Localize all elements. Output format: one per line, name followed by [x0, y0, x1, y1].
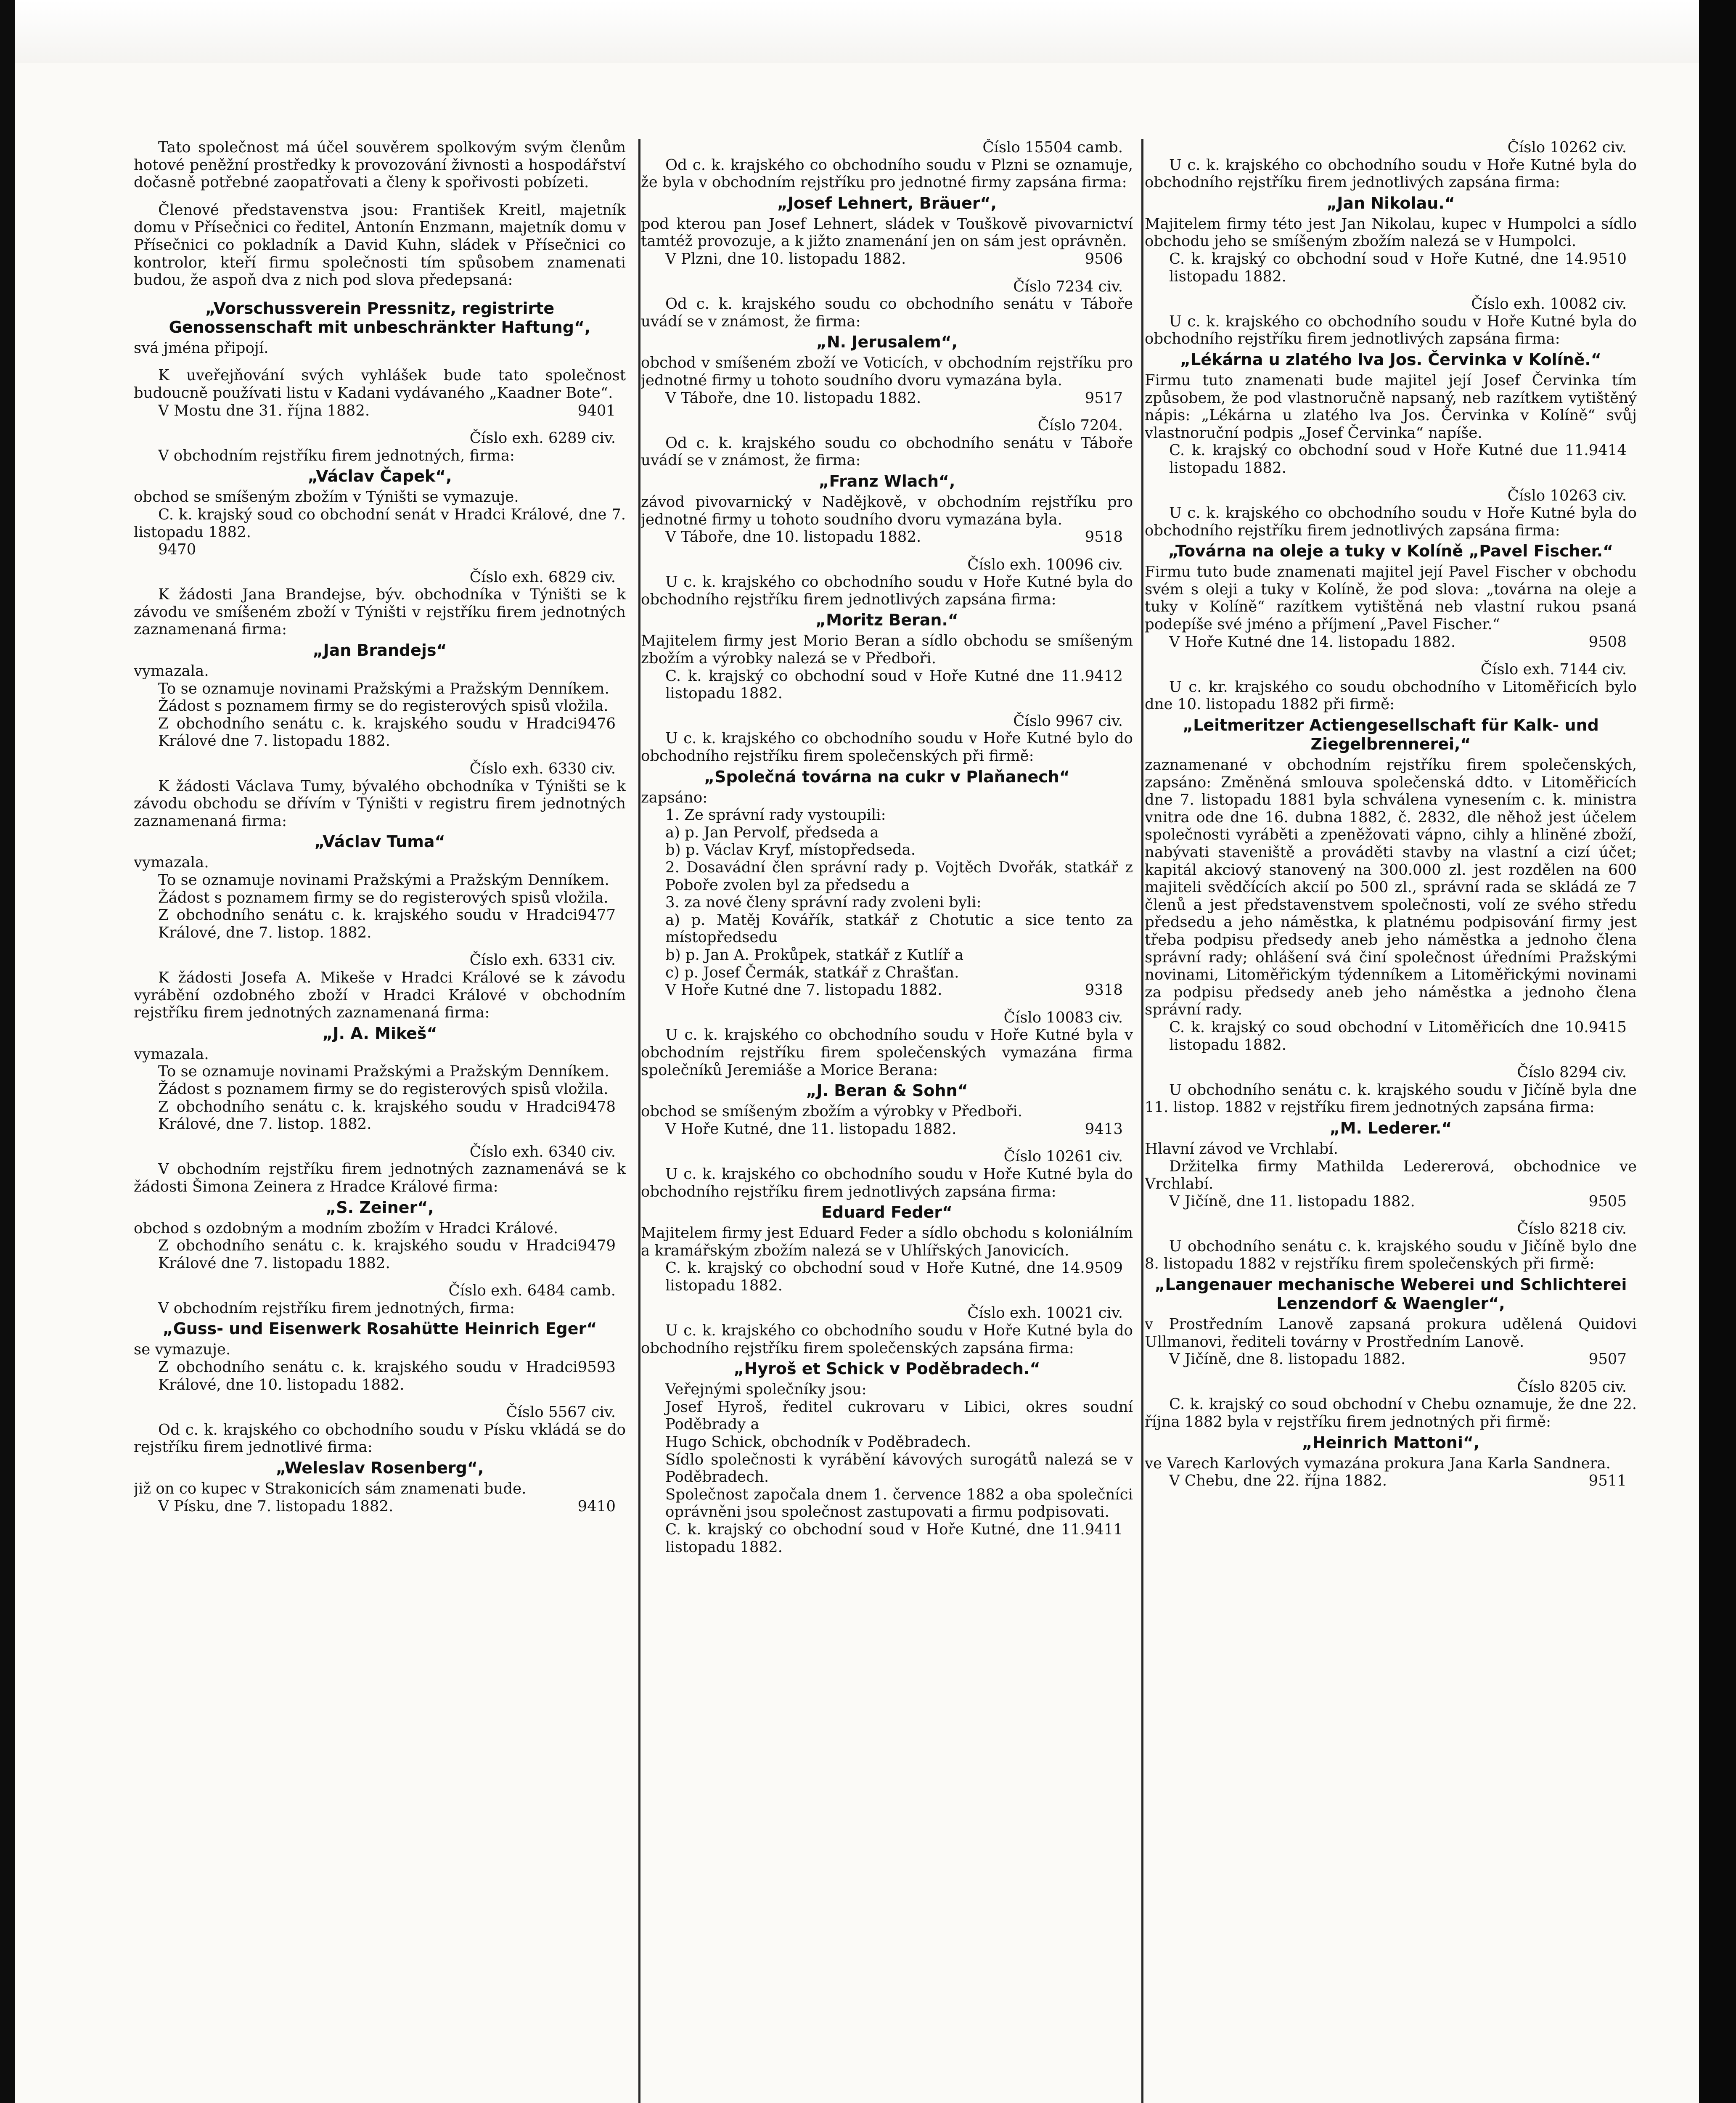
list-item: Sídlo společnosti k vyrábění kávových surogátů nalezá se v Poděbradech. — [665, 1451, 1133, 1486]
firm-name: „Josef Lehnert, Bräuer“, — [777, 193, 997, 212]
notice-code: 9507 — [1588, 1351, 1627, 1368]
notice-text: Hlavní závod ve Vrchlabí. — [1145, 1140, 1338, 1157]
notice-entry — [1145, 661, 1637, 1054]
notice-code: 9479 — [577, 1237, 616, 1255]
notice-entry — [641, 712, 1133, 999]
case-number: Číslo exh. 10082 civ. — [1471, 295, 1627, 313]
signature-row — [1145, 1351, 1637, 1368]
notice-text: U c. kr. krajského co soudu obchodního v Litoměřicích bylo dne 10. listopadu 1882 při firmě: — [1145, 678, 1637, 713]
list-item: b) p. Václav Kryf, místopředseda. — [665, 841, 916, 859]
notice-code: 9517 — [1085, 389, 1123, 407]
notice-text: ve Varech Karlových vymazána prokura Jana Karla Sandnera. — [1145, 1454, 1611, 1472]
signature-row — [641, 528, 1133, 546]
notice-text: U c. k. krajského co obchodního soudu v Hoře Kutné byla do obchodního rejstříku firem společenských zapsána firma: — [641, 1322, 1133, 1357]
case-number: Číslo exh. 6340 civ. — [469, 1143, 616, 1160]
list-item: 1. Ze správní rady vystoupili: — [665, 806, 886, 824]
case-number: Číslo 10261 civ. — [1003, 1148, 1123, 1165]
signature-line: C. k. krajský co obchodní soud v Hoře Kutné, dne 11. listopadu 1882. — [665, 1521, 1085, 1556]
notice-code: 9593 — [577, 1359, 616, 1376]
notice-code: 9470 — [158, 541, 196, 559]
firm-name: „Lékárna u zlatého lva Jos. Červinka v Kolíně.“ — [1180, 350, 1601, 369]
signature-row — [641, 1120, 1133, 1138]
firm-name: „Moritz Beran.“ — [815, 611, 958, 630]
notice-code: 9506 — [1085, 250, 1123, 268]
case-number: Číslo 7204. — [1037, 417, 1123, 434]
notice-entry — [134, 1143, 626, 1272]
list-item: 3. za nové členy správní rady zvoleni byli: — [665, 894, 982, 911]
notice-text: U c. k. krajského co obchodního soudu v Hoře Kutné byla do obchodního rejstříku firem jednotlivých zapsána firma: — [1145, 156, 1637, 191]
firm-name: „Vorschussverein Pressnitz, registrirte Genossenschaft mit unbeschränkter Haftung“, — [169, 299, 591, 336]
notice-code: 9411 — [1085, 1521, 1123, 1538]
notice-entry — [1145, 1064, 1637, 1210]
notice-entry — [134, 201, 626, 289]
notice-entry — [134, 299, 626, 357]
notice-text: To se oznamuje novinami Pražskými a Pražským Denníkem. — [158, 1063, 609, 1081]
firm-name: „Václav Tuma“ — [314, 832, 445, 851]
notice-text: závod pivovarnický v Nadějkově, v obchodním rejstříku pro jednotné firmy u tohoto soudního dvoru vymazána byla. — [641, 493, 1133, 528]
firm-name: „M. Lederer.“ — [1329, 1118, 1452, 1137]
column-2 — [641, 139, 1133, 2103]
notice-text: zapsáno: — [641, 789, 708, 806]
notice-text: Žádost s poznamem firmy se do registerových spisů vložila. — [158, 889, 609, 906]
notice-text: V obchodním rejstříku firem jednotných, firma: — [158, 447, 515, 464]
notice-code: 9505 — [1588, 1192, 1627, 1210]
case-number: Číslo exh. 6829 civ. — [469, 568, 616, 586]
list-item: Josef Hyroš, ředitel cukrovaru v Libici, okres soudní Poděbrady a — [665, 1398, 1133, 1433]
signature-line: C. k. krajský co obchodní soud v Hoře Kutné due 11. listopadu 1882. — [1169, 442, 1589, 477]
notice-text: U obchodního senátu c. k. krajského soudu v Jičíně byla dne 11. listop. 1882 v rejstříku firem jednotných zapsána firma: — [1145, 1081, 1637, 1116]
signature-row — [1145, 250, 1637, 285]
notice-entry — [134, 367, 626, 419]
case-number: Číslo exh. 6331 civ. — [469, 951, 616, 969]
signature-row — [134, 715, 626, 750]
case-number: Číslo 5567 civ. — [506, 1404, 616, 1421]
case-number: Číslo 10083 civ. — [1003, 1009, 1123, 1026]
signature-row — [1145, 1019, 1637, 1054]
notice-code: 9318 — [1085, 981, 1123, 999]
firm-name: „S. Zeiner“, — [326, 1198, 434, 1217]
notice-text: Žádost s poznamem firmy se do registerových spisů vložila. — [158, 697, 609, 715]
notice-code: 9410 — [577, 1497, 616, 1515]
case-number: Číslo 8218 civ. — [1517, 1220, 1627, 1238]
case-number: Číslo 10263 civ. — [1507, 487, 1627, 504]
signature-row — [641, 667, 1133, 702]
notice-entry — [641, 1304, 1133, 1556]
list-item: Veřejnými společníky jsou: — [665, 1381, 867, 1398]
firm-name: Eduard Feder“ — [821, 1203, 953, 1222]
signature-line: C. k. krajský co obchodní soud v Hoře Kutné dne 11. listopadu 1882. — [665, 667, 1085, 702]
notice-entry — [1145, 139, 1637, 285]
notice-text: Od c. k. krajského co obchodního soudu v Plzni se oznamuje, že byla v obchodním rejstříku pro jednotné firmy zapsána firma: — [641, 156, 1133, 191]
notice-entry — [641, 556, 1133, 702]
signature-row — [641, 981, 1133, 999]
signature-row — [641, 389, 1133, 407]
notice-code: 9510 — [1588, 250, 1627, 268]
notice-text: U c. k. krajského co obchodního soudu v Hoře Kutné byla do obchodního rejstříku firem jednotlivých zapsána firma: — [641, 573, 1133, 608]
column-divider — [638, 139, 640, 2103]
firm-name: „Guss- und Eisenwerk Rosahütte Heinrich Eger“ — [162, 1319, 597, 1338]
notice-text: K uveřejňování svých vyhlášek bude tato společnost budoucně používati listu v Kadani vydávaného „Kaadner Bote“. — [134, 367, 626, 402]
notice-text: Od c. k. krajského soudu co obchodního senátu v Táboře uvádí se v známost, že firma: — [641, 295, 1133, 330]
notice-text: Majitelem firmy této jest Jan Nikolau, kupec v Humpolci a sídlo obchodu jeho se smíšeným zbožím nalezá se v Humpolci. — [1145, 215, 1637, 250]
signature-row — [134, 1098, 626, 1133]
firm-name: „Franz Wlach“, — [818, 471, 955, 490]
notice-text: C. k. krajský co soud obchodní v Chebu oznamuje, že dne 22. října 1882 byla v rejstříku firem jednotných při firmě: — [1145, 1396, 1637, 1431]
notice-text: Od c. k. krajského soudu co obchodního senátu v Táboře uvádí se v známost, že firma: — [641, 434, 1133, 469]
firm-name: „Heinrich Mattoni“, — [1302, 1433, 1480, 1452]
signature-line: V Mostu dne 31. října 1882. — [158, 402, 370, 419]
signature-line: Z obchodního senátu c. k. krajského soudu v Hradci Králové, dne 7. listop. 1882. — [158, 1098, 578, 1133]
case-number: Číslo 8294 civ. — [1517, 1064, 1627, 1081]
signature-row — [134, 1359, 626, 1393]
notice-entry — [641, 139, 1133, 268]
scan-border-left — [0, 0, 15, 2103]
firm-name: „Jan Brandejs“ — [312, 641, 447, 660]
signature-line: C. k. krajský co obchodní soud v Hoře Kutné, dne 14. listopadu 1882. — [665, 1259, 1085, 1294]
firm-name: „Leitmeritzer Actiengesellschaft für Kalk- und Ziegelbrennerei,“ — [1183, 716, 1599, 754]
notice-entry — [134, 1404, 626, 1515]
notice-text: Majitelem firmy jest Eduard Feder a sídlo obchodu s koloniálním a kramářským zbožím nalezá se v Uhlířských Janovicích. — [641, 1224, 1133, 1259]
scan-margin-top — [0, 0, 1736, 63]
notice-text: Žádost s poznamem firmy se do registerových spisů vložila. — [158, 1080, 609, 1098]
notice-code: 9415 — [1588, 1018, 1627, 1036]
firm-name: „Weleslav Rosenberg“, — [275, 1459, 484, 1478]
signature-line: V Táboře, dne 10. listopadu 1882. — [665, 528, 921, 546]
case-number: Číslo exh. 10096 civ. — [967, 556, 1123, 573]
notice-code: 9508 — [1588, 633, 1627, 651]
case-number: Číslo exh. 6330 civ. — [469, 760, 616, 778]
scan-border-right — [1699, 0, 1736, 2103]
signature-row — [1145, 633, 1637, 651]
notice-code: 9414 — [1588, 442, 1627, 459]
list-item: Hugo Schick, obchodník v Poděbradech. — [665, 1433, 971, 1451]
notice-text: již on co kupec v Strakonicích sám znamenati bude. — [134, 1480, 527, 1498]
notice-text: Držitelka firmy Mathilda Ledererová, obchodnice ve Vrchlabí. — [1145, 1157, 1637, 1193]
signature-row — [1145, 442, 1637, 477]
case-number: Číslo exh. 6289 civ. — [469, 429, 616, 447]
notice-text: U obchodního senátu c. k. krajského soudu v Jičíně bylo dne 8. listopadu 1882 v rejstříku firem společenských při firmě: — [1145, 1237, 1637, 1273]
signature-row — [1145, 1193, 1637, 1210]
notice-code: 9476 — [577, 715, 616, 732]
notice-code: 9511 — [1588, 1472, 1627, 1490]
notice-text: Majitelem firmy jest Morio Beran a sídlo obchodu se smíšeným zbožím a výrobky nalezá se v Předboři. — [641, 632, 1133, 667]
notice-text: obchod v smíšeném zboží ve Voticích, v obchodním rejstříku pro jednotné firmy u tohoto soudního dvoru vymazána byla. — [641, 354, 1133, 389]
signature-line: Z obchodního senátu c. k. krajského soudu v Hradci Králové, dne 10. listopadu 1882. — [158, 1359, 578, 1393]
notice-text: svá jména připojí. — [134, 339, 269, 357]
signature-row — [134, 906, 626, 941]
signature-line: V Táboře, dne 10. listopadu 1882. — [665, 389, 921, 407]
notice-text: K žádosti Jana Brandejse, býv. obchodníka v Týništi se k závodu ve smíšeném zboží v Týništi v rejstříku firem jednotných zaznamenaná firma: — [134, 586, 626, 638]
signature-line: V Plzni, dne 10. listopadu 1882. — [665, 250, 906, 268]
notice-entry — [134, 951, 626, 1133]
notice-text: U c. k. krajského co obchodního soudu v Hoře Kutné byla do obchodního rejstříku firem jednotlivých zapsána firma: — [1145, 313, 1637, 348]
list-item: b) p. Jan A. Prokůpek, statkář z Kutlíř a — [665, 946, 964, 964]
notice-code: 9401 — [577, 402, 616, 419]
notice-code: 9518 — [1085, 528, 1123, 546]
list-item: Společnost započala dnem 1. července 1882 a oba společníci oprávněni jsou společnost zastupovati a firmu podpisovati. — [665, 1486, 1133, 1521]
notice-text: K žádosti Václava Tumy, bývalého obchodníka v Týništi se k závodu obchodu se dřívím v Týništi v registru firem jednotných zaznamenaná firma: — [134, 777, 626, 830]
signature-row — [134, 402, 626, 420]
notice-text: vymazala. — [134, 1045, 209, 1063]
firm-name: „Václav Čapek“, — [307, 467, 452, 486]
case-number: Číslo exh. 10021 civ. — [967, 1304, 1123, 1322]
notice-text: v Prostředním Lanově zapsaná prokura udělená Quidovi Ullmanovi, řediteli továrny v Prostředním Lanově. — [1145, 1316, 1637, 1351]
signature-line: V Hoře Kutné dne 14. listopadu 1882. — [1169, 633, 1456, 651]
notice-entry — [641, 1148, 1133, 1294]
notice-text: se vymazuje. — [134, 1341, 231, 1359]
notice-text: C. k. krajský soud co obchodní senát v Hradci Králové, dne 7. listopadu 1882. — [134, 506, 626, 541]
notice-entry — [1145, 1220, 1637, 1368]
notice-text: zaznamenané v obchodním rejstříku firem společenských, zapsáno: Změněná smlouva společenská ddto. v Litoměřicích dne 7. listopadu 1881 byla schválena vynesením c. k. ministra vnitra ode dne 16. dubna 1882, č. 2832, dle něhož jest účelem společnosti vyráběti a zpeněžovati vápno, cihly a hliněné zboží, nabývati staveniště a prováděti stavby na vlastní a cizí účet; kapitál akciový stanovený na 300.000 zl. jest rozdělen na 600 majiteli svědčících akcií po 500 zl., správní rada se skládá ze 7 členů a jest představenstvem společnosti, volí ze svého středu předsedu a jeho náměstka, k platnému podpisování firmy jest třeba podpisu předsedy aneb jeho náměstka a jednoho člena správní rady; ohlášení svá činí společnost úředními Pražskými novinami, Litoměřickým týdenníkem a Litoměřickými novinami za podpisu předsedy aneb jeho náměstka a jednoho člena správní rady. — [1145, 756, 1637, 1019]
case-number: Číslo 15504 camb. — [982, 139, 1123, 156]
notice-text: U c. k. krajského co obchodního soudu v Hoře Kutné byla v obchodním rejstříku firem společenských vymazána firma společníků Jeremiáše a Morice Berana: — [641, 1026, 1133, 1079]
signature-line: Z obchodního senátu c. k. krajského soudu v Hradci Králové dne 7. listopadu 1882. — [158, 1237, 578, 1272]
signature-row — [134, 1237, 626, 1272]
firm-name: „Jan Nikolau.“ — [1326, 193, 1455, 212]
signature-line: V Jičíně, dne 11. listopadu 1882. — [1169, 1192, 1415, 1210]
notice-text: Členové představenstva jsou: František Kreitl, majetník domu v Přísečnici co ředitel, Antonín Enzmann, majetník domu v Přísečnici co pokladník a David Kuhn, sládek v Přísečnici co kontrolor, kteří firmu společnosti tím spůsobem znamenati budou, že aspoň dva z nich pod slova předepsaná: — [134, 201, 626, 289]
signature-line: V Hoře Kutné, dne 11. listopadu 1882. — [665, 1120, 957, 1138]
notice-entry — [134, 760, 626, 941]
column-1 — [134, 139, 626, 2103]
firm-name: „J. A. Mikeš“ — [322, 1024, 437, 1043]
signature-row — [641, 250, 1133, 268]
notice-text: K žádosti Josefa A. Mikeše v Hradci Králové se k závodu vyrábění ozdobného zboží v Hradci Králové v obchodním rejstříku firem jednotných zaznamenaná firma: — [134, 969, 626, 1022]
signature-row — [1145, 1472, 1637, 1490]
firm-name: „Hyroš et Schick v Poděbradech.“ — [733, 1359, 1040, 1378]
signature-row — [134, 1498, 626, 1515]
notice-text: Tato společnost má účel souvěrem spolkovým svým členům hotové peněžní prostředky k provozování živnosti a hospodářství dočasně potřebné zaopatřovati a členy k spořivosti pobízeti. — [134, 139, 626, 191]
notice-code: 9477 — [577, 906, 616, 924]
notice-code: 9478 — [577, 1098, 616, 1115]
signature-line: V Jičíně, dne 8. listopadu 1882. — [1169, 1351, 1406, 1368]
notice-text: To se oznamuje novinami Pražskými a Pražským Denníkem. — [158, 871, 609, 889]
notice-text: Firmu tuto bude znamenati majitel její Pavel Fischer v obchodu svém s oleji a tuky v Kolíně, že pod slova: „továrna na oleje a tuky v Kolíně“ razítkem vytištěná neb vlastní rukou psaná podepíše své jméno a příjmení „Pavel Fischer.“ — [1145, 563, 1637, 633]
notice-code: 9413 — [1085, 1120, 1123, 1138]
notice-entry — [641, 1009, 1133, 1138]
case-number: Číslo 8205 civ. — [1517, 1378, 1627, 1396]
notice-entry — [134, 1282, 626, 1393]
firm-name: „Langenauer mechanische Weberei und Schlichterei Lenzendorf & Waengler“, — [1154, 1275, 1627, 1313]
notice-text: vymazala. — [134, 662, 209, 680]
notice-text: V obchodním rejstříku firem jednotných, firma: — [158, 1299, 515, 1317]
signature-line: Z obchodního senátu c. k. krajského soudu v Hradci Králové dne 7. listopadu 1882. — [158, 715, 578, 750]
notice-text: obchod s ozdobným a modním zbožím v Hradci Králové. — [134, 1219, 558, 1237]
firm-name: „Továrna na oleje a tuky v Kolíně „Pavel Fischer.“ — [1168, 542, 1614, 561]
signature-line: V Hoře Kutné dne 7. listopadu 1882. — [665, 981, 942, 999]
signature-line: Z obchodního senátu c. k. krajského soudu v Hradci Králové, dne 7. listop. 1882. — [158, 906, 578, 941]
notice-entry — [134, 569, 626, 750]
column-3 — [1145, 139, 1637, 2103]
case-number: Číslo exh. 7144 civ. — [1480, 661, 1627, 678]
notice-text: U c. k. krajského co obchodního soudu v Hoře Kutné byla do obchodního rejstříku firem jednotlivých zapsána firma: — [641, 1165, 1133, 1200]
case-number: Číslo 7234 civ. — [1013, 278, 1123, 295]
signature-row — [134, 541, 626, 559]
column-divider — [1141, 139, 1143, 2103]
notice-text: obchod se smíšeným zbožím a výrobky v Předboři. — [641, 1103, 1022, 1120]
notice-text: V obchodním rejstříku firem jednotných zaznamenává se k žádosti Šimona Zeinera z Hradce Králové firma: — [134, 1160, 626, 1195]
signature-row — [641, 1521, 1133, 1556]
signature-line: C. k. krajský co soud obchodní v Litoměřicích dne 10. listopadu 1882. — [1169, 1018, 1589, 1054]
firm-name: „Společná továrna na cukr v Plaňanech“ — [704, 767, 1070, 786]
notice-code: 9412 — [1085, 667, 1123, 685]
notice-text: pod kterou pan Josef Lehnert, sládek v Touškově pivovarnictví tamtéž provozuje, a k jižto znamenání jen on sám jest oprávněn. — [641, 215, 1133, 250]
list-item: c) p. Josef Čermák, statkář z Chrašťan. — [665, 964, 959, 981]
notice-entry — [1145, 295, 1637, 477]
firm-name: „N. Jerusalem“, — [816, 333, 958, 352]
list-item: a) p. Matěj Kovářík, statkář z Chotutic a sice tento za místopředsedu — [665, 911, 1133, 946]
notice-entry — [1145, 1378, 1637, 1490]
notice-text: Od c. k. krajského co obchodního soudu v Písku vkládá se do rejstříku firem jednotlivé firma: — [134, 1421, 626, 1456]
notice-text: U c. k. krajského co obchodního soudu v Hoře Kutné bylo do obchodního rejstříku firem společenských při firmě: — [641, 730, 1133, 765]
signature-line: C. k. krajský co obchodní soud v Hoře Kutné, dne 14. listopadu 1882. — [1169, 250, 1589, 285]
case-number: Číslo 9967 civ. — [1013, 712, 1123, 730]
signature-line: V Písku, dne 7. listopadu 1882. — [158, 1497, 394, 1515]
notice-text: U c. k. krajského co obchodního soudu v Hoře Kutné byla do obchodního rejstříku firem jednotlivých zapsána firma: — [1145, 504, 1637, 539]
notice-entry — [1145, 487, 1637, 651]
notice-code: 9509 — [1085, 1259, 1123, 1277]
notice-text: obchod se smíšeným zbožím v Týništi se vymazuje. — [134, 488, 519, 506]
list-item: a) p. Jan Pervolf, předseda a — [665, 824, 879, 841]
notice-entry — [641, 417, 1133, 546]
notice-text: Firmu tuto znamenati bude majitel její Josef Červinka tím způsobem, že pod vlastnoručně napsaný, neb razítkem vytištěný nápis: „Lékárna u zlatého lva Jos. Červinka v Kolíně“ svůj vlastnoruční podpis „Josef Červinka“ napíše. — [1145, 371, 1637, 442]
case-number: Číslo exh. 6484 camb. — [448, 1282, 616, 1300]
notice-entry — [134, 429, 626, 559]
signature-line: V Chebu, dne 22. října 1882. — [1169, 1472, 1387, 1490]
notice-text: vymazala. — [134, 854, 209, 871]
signature-row — [641, 1259, 1133, 1294]
firm-name: „J. Beran & Sohn“ — [806, 1081, 968, 1100]
notice-entry — [134, 139, 626, 191]
case-number: Číslo 10262 civ. — [1507, 139, 1627, 156]
notice-text: To se oznamuje novinami Pražskými a Pražským Denníkem. — [158, 680, 609, 697]
notice-entry — [641, 278, 1133, 407]
list-item: 2. Dosavádní člen správní rady p. Vojtěch Dvořák, statkář z Poboře zvolen byl za předsedu a — [665, 859, 1133, 894]
